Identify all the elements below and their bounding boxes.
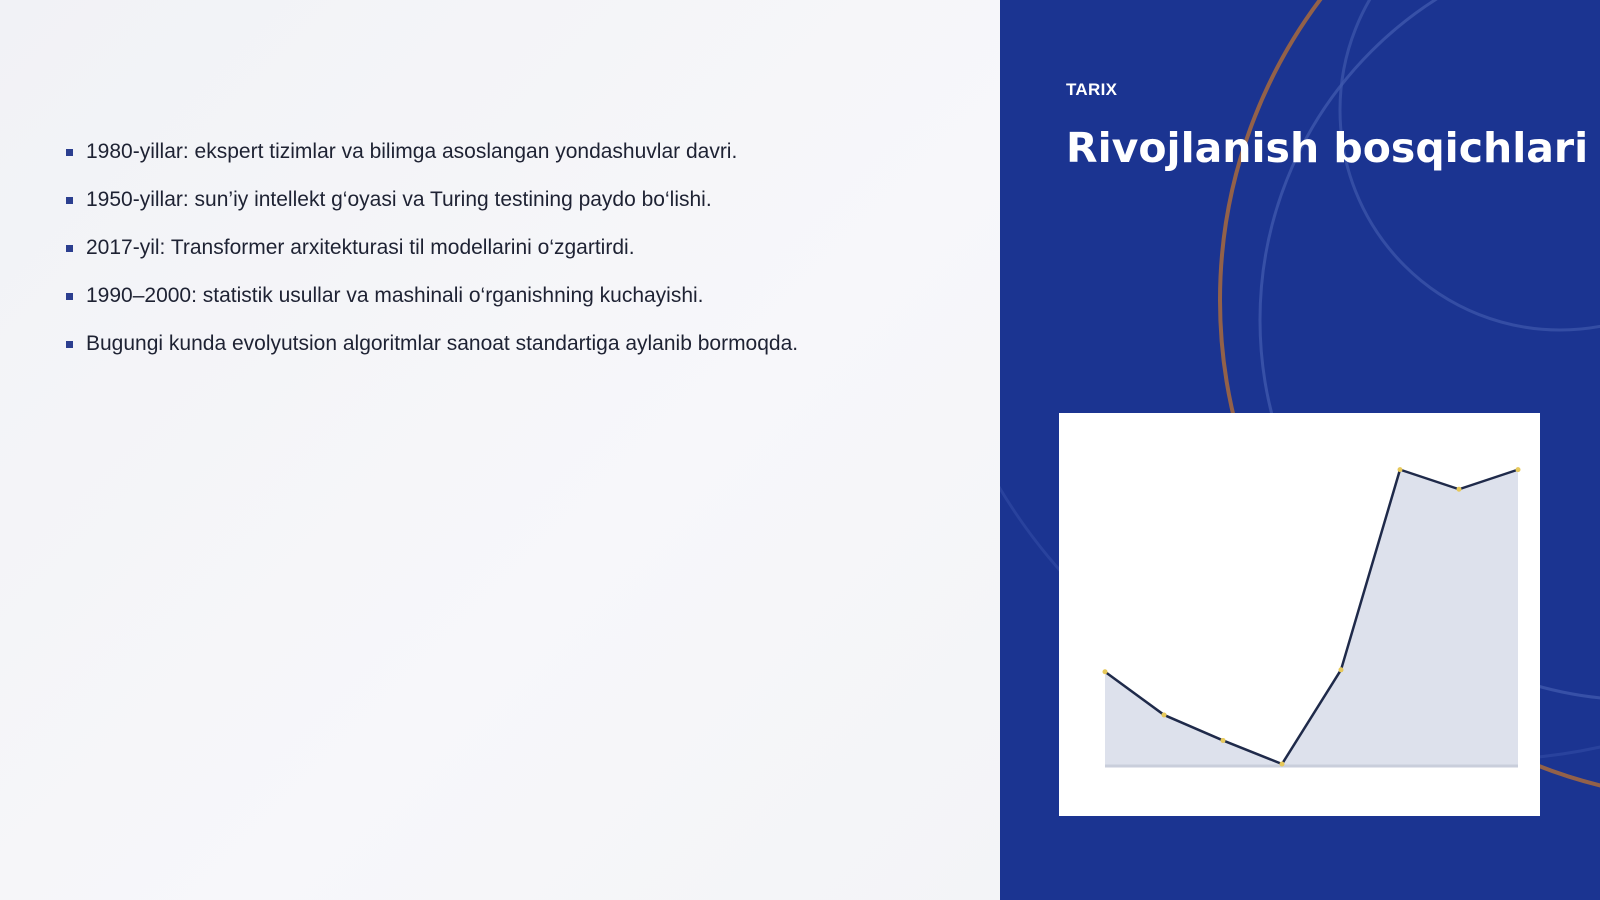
data-point xyxy=(1221,738,1226,743)
bullet-text: 1980-yillar: ekspert tizimlar va bilimga asoslangan yondashuvlar davri. xyxy=(86,140,738,163)
bullet-marker xyxy=(66,245,73,252)
bullet-marker xyxy=(66,197,73,204)
area-chart xyxy=(1059,413,1540,816)
bullet-item xyxy=(66,328,798,376)
bullet-text: 2017-yil: Transformer arxitekturasi til modellarini o‘zgartirdi. xyxy=(86,236,635,259)
bullet-marker xyxy=(66,293,73,300)
bullet-list xyxy=(66,136,798,376)
bullet-marker xyxy=(66,149,73,156)
bullet-text: Bugungi kunda evolyutsion algoritmlar sanoat standartiga aylanib bormoqda. xyxy=(86,332,799,355)
data-point xyxy=(1280,762,1285,767)
chart-card xyxy=(1059,413,1540,816)
data-point xyxy=(1103,669,1108,674)
bullet-text: 1990–2000: statistik usullar va mashinali o‘rganishning kuchayishi. xyxy=(86,284,704,307)
data-point xyxy=(1457,487,1462,492)
data-point xyxy=(1398,467,1403,472)
data-point xyxy=(1516,467,1521,472)
right-panel xyxy=(1000,0,1600,900)
bullet-marker xyxy=(66,341,73,348)
data-point xyxy=(1339,667,1344,672)
area-fill xyxy=(1105,470,1518,766)
data-point xyxy=(1162,712,1167,717)
bullet-item xyxy=(66,232,798,280)
section-eyebrow: TARIX xyxy=(1066,80,1118,99)
bullet-item xyxy=(66,136,798,184)
bullet-item xyxy=(66,280,798,328)
bullet-item xyxy=(66,184,798,232)
page-title: Rivojlanish bosqichlari xyxy=(1066,124,1589,172)
bullet-text: 1950-yillar: sun’iy intellekt g‘oyasi va Turing testining paydo bo‘lishi. xyxy=(86,188,712,211)
